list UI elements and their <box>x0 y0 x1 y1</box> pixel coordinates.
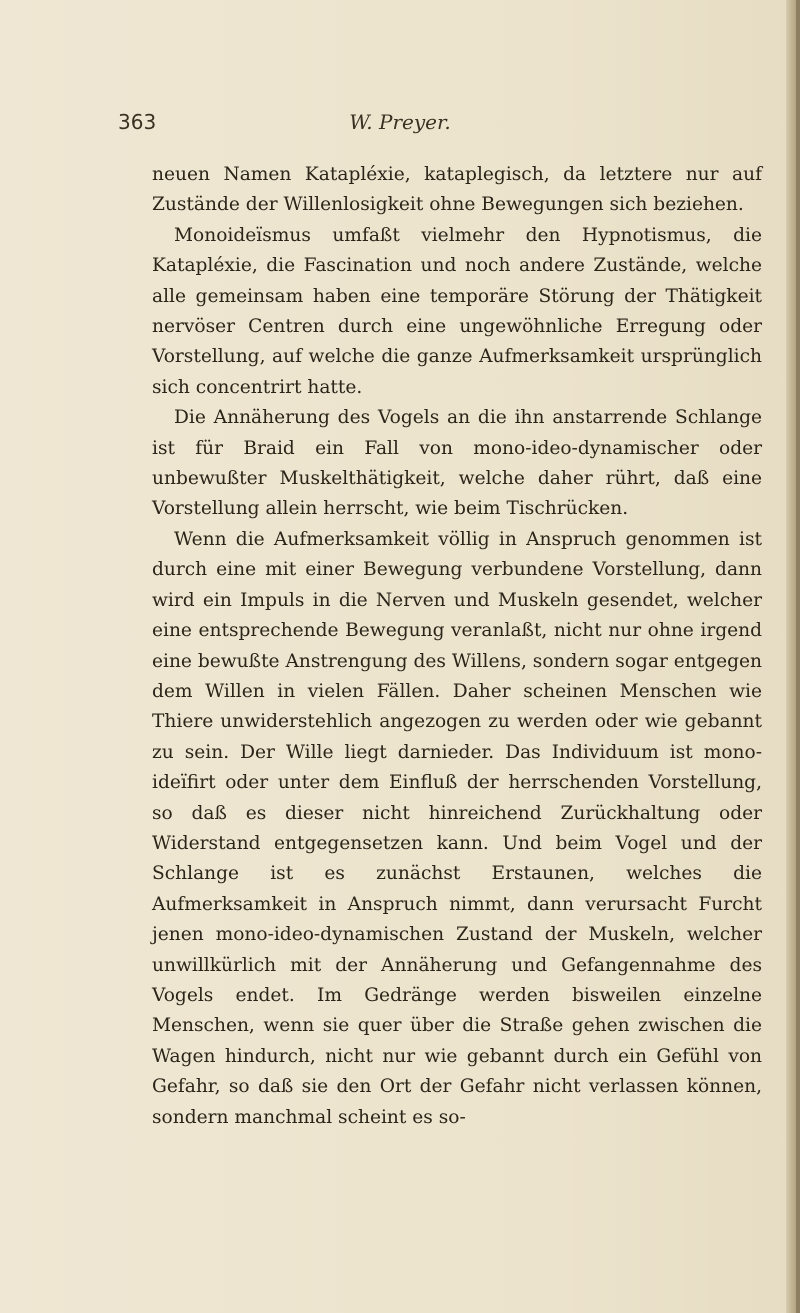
running-head: W. Preyer. <box>349 110 451 134</box>
page-edge <box>786 0 800 1313</box>
page-number: 363 <box>118 110 157 134</box>
paragraph: Monoideïsmus umfaßt vielmehr den Hypnotismus, die Katapléxie, die Fascination und noch andere Zustände, welche alle gemeinsam haben eine temporäre Störung der Thätigkeit nervöser Centren durch eine ungewöhnliche Erregung oder Vorstellung, auf welche die ganze Aufmerksamkeit ursprünglich sich concentrirt hatte. <box>152 224 762 398</box>
paragraph: Wenn die Aufmerksamkeit völlig in Anspruch genommen ist durch eine mit einer Bewegung verbundene Vorstellung, dann wird ein Impuls in die Nerven und Muskeln gesendet, welcher eine entsprechende Bewegung veranlaßt, nicht nur ohne irgend eine bewußte Anstrengung des Willens, sondern sogar entgegen dem Willen in vielen Fällen. Daher scheinen Menschen wie Thiere unwiderstehlich angezogen zu werden oder wie gebannt zu sein. Der Wille liegt darnieder. Das Individuum ist mono-ideïfirt oder unter dem Einfluß der herrschenden Vorstellung, so daß es dieser nicht hinreichend Zurückhaltung oder Widerstand entgegensetzen kann. Und beim Vogel und der Schlange ist es zunächst Erstaunen, welches die Aufmerksamkeit in Anspruch nimmt, dann verursacht Furcht jenen mono-ideo-dynamischen Zustand der Muskeln, welcher unwillkürlich mit der Annäherung und Gefangennahme des Vogels endet. Im Gedränge werden bisweilen einzelne Menschen, wenn sie quer über die Straße gehen zwischen die Wagen hindurch, nicht nur wie gebannt durch ein Gefühl von Gefahr, so daß sie den Ort der Gefahr nicht verlassen können, sondern manchmal scheint es so- <box>152 528 762 1128</box>
body-text <box>152 160 762 1133</box>
paragraph: neuen Namen Katapléxie, kataplegisch, da letztere nur auf Zustände der Willenlosigkeit ohne Bewegungen sich beziehen. <box>152 164 762 216</box>
page-edge-shadow <box>796 0 800 1313</box>
paragraph: Die Annäherung des Vogels an die ihn anstarrende Schlange ist für Braid ein Fall von mono-ideo-dynamischer oder unbewußter Muskelthätigkeit, welche daher rührt, daß eine Vorstellung allein herrscht, wie beim Tischrücken. <box>152 407 762 520</box>
page-header <box>0 110 800 140</box>
